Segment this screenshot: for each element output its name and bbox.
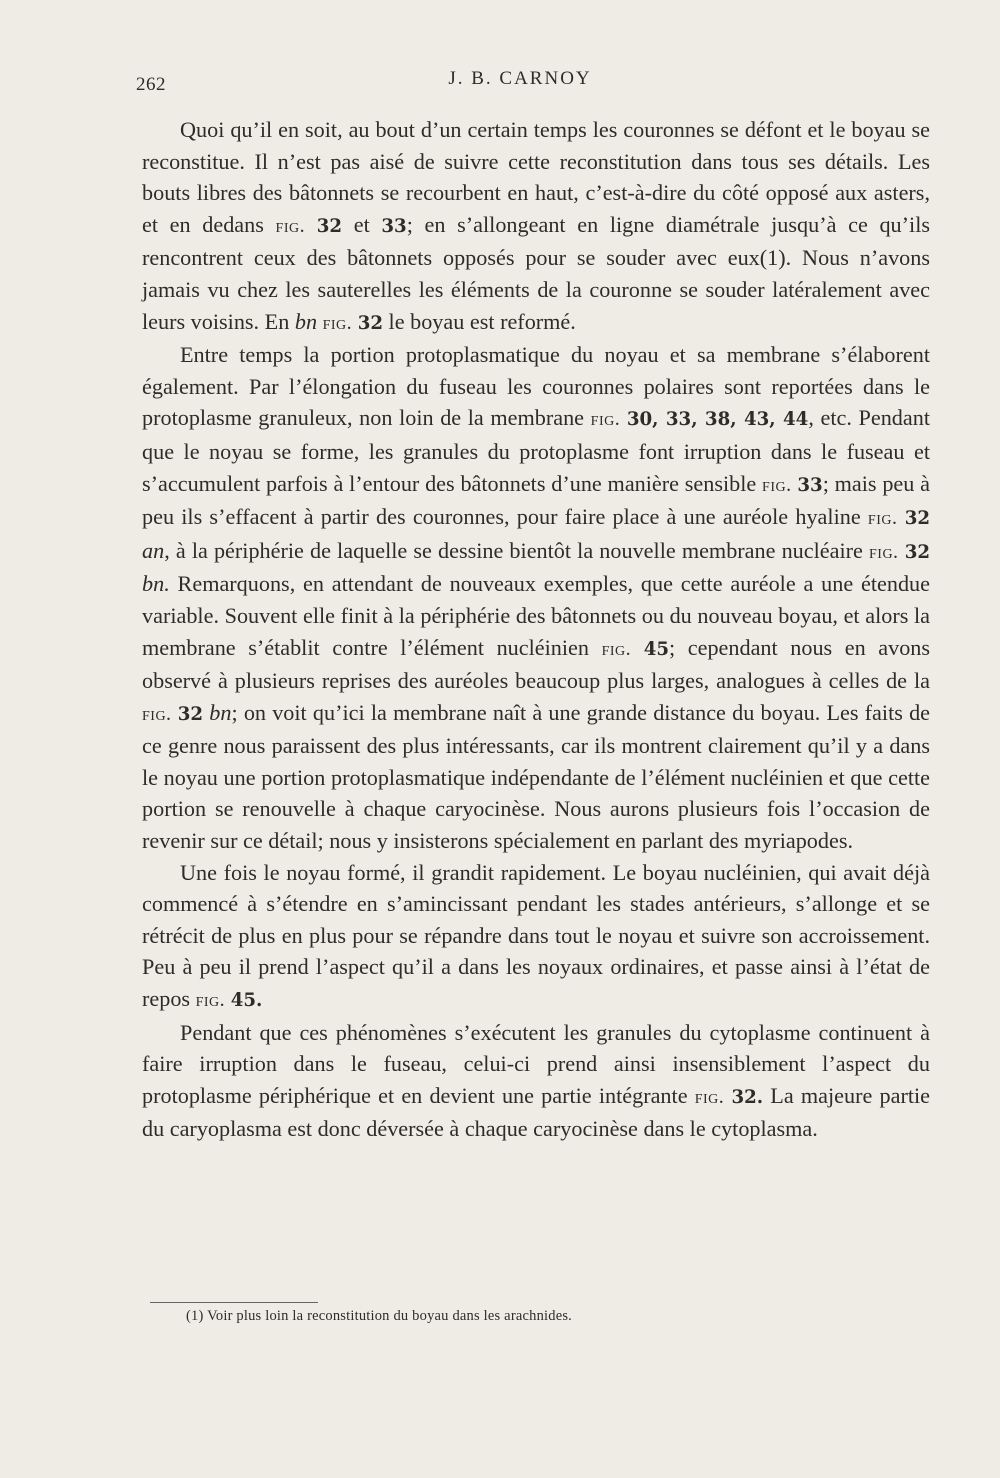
text-run: Entre temps la portion protoplasmatique du noyau et sa membrane s’élaborent également. Par l’élongation du fuseau les couronnes polaires sont reportées dans le protoplasme granuleux, non loin de la membrane — [142, 342, 930, 431]
figure-number: 33 — [381, 215, 407, 237]
figure-number: 33 — [797, 474, 823, 496]
text-run: Remarquons, en attendant de nouveaux exemples, que cette auréole a une étendue variable. Souvent elle finit à la périphérie des bâtonnets ou du nouveau boyau, et alors la membrane s’établit contre l’élément nucléinien — [142, 571, 930, 660]
figure-number: 32 — [904, 541, 930, 563]
text-run: ; cependant nous en avons observé à plusieurs reprises des auréoles beaucoup plus larges, analogues à celles de la — [142, 634, 931, 694]
body-text — [142, 114, 930, 1145]
running-head: J. B. CARNOY — [448, 68, 592, 89]
figure-number: 32 — [904, 508, 930, 530]
figure-number: 45. — [230, 990, 263, 1012]
figure-number: 45 — [643, 638, 670, 660]
text-run: Pendant que ces phénomènes s’exécutent les granules du cytoplasme continuent à faire irruption dans le fuseau, celui-ci prend ainsi insensiblement l’aspect du protoplasme périphérique et en devient une partie intégrante — [142, 1019, 930, 1108]
footnote-text: Voir plus loin la reconstitution du boyau dans les arachnides. — [207, 1308, 572, 1324]
figure-number: 32 — [316, 215, 343, 237]
figure-number: 32 — [177, 703, 204, 725]
figure-abbrev: fig. — [322, 311, 353, 334]
figure-number: 30, 33, 38, 43, 44 — [626, 409, 809, 431]
text-run: , à la périphérie de laquelle se dessine bientôt la nouvelle membrane nucléaire — [164, 537, 869, 563]
figure-abbrev: fig. — [275, 214, 306, 237]
footnote-marker: (1) — [186, 1308, 204, 1324]
text-run: ; en s’allongeant en ligne diamétrale jusqu’à ce qu’ils rencontrent ceux des bâtonnets opposés pour se souder avec eux(1). Nous n’avons jamais vu chez les sauterelles les éléments de la couronne se souder latéralement avec leurs voisins. En — [142, 211, 930, 334]
text-run — [631, 635, 644, 660]
text-run: La majeure partie du caryoplasma est donc déversée à chaque caryocinèse dans le cytoplasma. — [142, 1082, 931, 1142]
figure-label: an — [142, 537, 165, 563]
paragraph-2 — [142, 339, 930, 857]
paragraph-4 — [142, 1017, 930, 1145]
text-run: Une fois le noyau formé, il grandit rapidement. Le boyau nucléinien, qui avait déjà commencé à s’étendre en s’amincissant pendant les stades antérieurs, s’allonge et se rétrécit de plus en plus pour se répandre dans tout le noyau et suivre son accroissement. Peu à peu il prend l’aspect qu’il a dans les noyaux ordinaires, et passe ainsi à l’état de repos — [142, 859, 930, 1012]
figure-abbrev: fig. — [869, 540, 899, 563]
figure-abbrev: fig. — [762, 473, 792, 496]
text-run: Quoi qu’il en soit, au bout d’un certain temps les couronnes se défont et le boyau se reconstitue. Il n’est pas aisé de suivre cette reconstitution dans tous ses détails. Les bouts libres des bâtonnets se recourbent en haut, c’est-à-dire du côté opposé aux asters, et en dedans — [142, 117, 930, 237]
figure-label: bn — [294, 308, 318, 334]
page-number: 262 — [136, 74, 166, 95]
text-run — [305, 212, 317, 237]
figure-abbrev: fig. — [601, 637, 632, 660]
footnote-rule — [150, 1302, 318, 1303]
text-run — [897, 504, 904, 529]
text-run: le boyau est reformé. — [383, 308, 576, 334]
footnote — [186, 1308, 572, 1325]
text-run: , etc. Pendant que le noyau se forme, les granules du protoplasme font irruption dans le fuseau et s’accumulent parfois à l’entour des bâtonnets d’une manière sensible — [142, 405, 930, 496]
text-run — [620, 405, 627, 430]
text-run: et — [342, 211, 382, 237]
paragraph-1 — [142, 114, 930, 339]
figure-abbrev: fig. — [590, 408, 621, 431]
figure-label: bn — [209, 699, 232, 725]
figure-abbrev: fig. — [694, 1085, 725, 1108]
figure-label: bn. — [142, 571, 170, 597]
text-run: ; mais peu à peu ils s’effacent à partir des couronnes, pour faire place à une auréole hyaline — [142, 470, 930, 530]
figure-number: 32. — [731, 1086, 764, 1108]
text-run: ; on voit qu’ici la membrane naît à une grande distance du boyau. Les faits de ce genre nous paraissent des plus intéressants, car ils montrent clairement qu’il y a dans le noyau une portion protoplasmatique indépendante de l’élément nucléinien et que cette portion se renouvelle à chaque caryocinèse. Nous aurons plusieurs fois l’occasion de revenir sur ce détail; nous y insisterons spécialement en parlant des myriapodes. — [142, 699, 931, 854]
figure-number: 32 — [357, 312, 383, 334]
paragraph-3 — [142, 857, 930, 1017]
figure-abbrev: fig. — [142, 702, 172, 725]
figure-abbrev: fig. — [195, 989, 226, 1012]
figure-abbrev: fig. — [867, 507, 898, 530]
